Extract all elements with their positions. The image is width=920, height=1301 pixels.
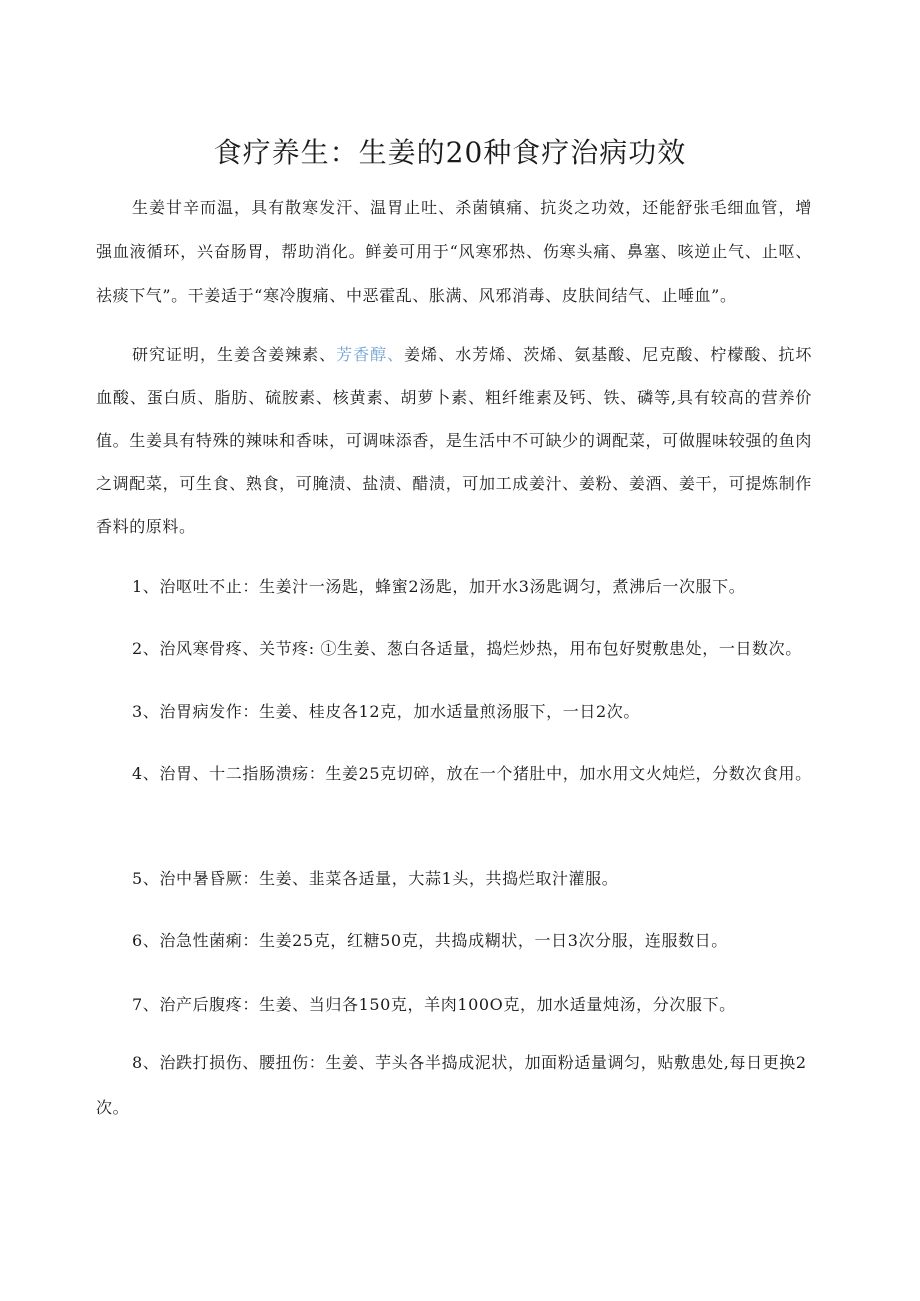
intro-paragraph: 生姜甘辛而温，具有散寒发汗、温胃止吐、杀菌镇痛、抗炎之功效，还能舒张毛细血管，增强血液循环，兴奋肠胃，帮助消化。鲜姜可用于“风寒邪热、伤寒头痛、鼻塞、咳逆止气、止呕、祛痰下气”。干姜适于“寒冷腹痛、中恶霍乱、胀满、风邪消毒、皮肤间结气、止唾血”。 bbox=[96, 198, 812, 305]
research-text-before-link: 研究证明，生姜含姜辣素、 bbox=[132, 345, 337, 364]
remedy-item-2: 2、治风寒骨疼、关节疼: ①生姜、葱白各适量，捣烂炒热，用布包好熨敷患处，一日数次。 bbox=[132, 639, 802, 658]
remedy-item-6: 6、治急性菌痢：生姜25克，红糖50克，共捣成糊状，一日3次分服，连服数日。 bbox=[132, 931, 728, 950]
research-text-after-link: 姜烯、水芳烯、茨烯、氨基酸、尼克酸、柠檬酸、抗坏血酸、蛋白质、脂肪、硫胺素、核黄素、胡萝卜素、粗纤维素及钙、铁、磷等,具有较高的营养价值。生姜具有特殊的辣味和香味，可调味添香，是生活中不可缺少的调配菜，可做腥味较强的鱼肉之调配菜，可生食、熟食，可腌渍、盐渍、醋渍，可加工成姜汁、姜粉、姜酒、姜干，可提炼制作香料的原料。 bbox=[96, 345, 812, 536]
remedy-item-3: 3、治胃病发作：生姜、桂皮各12克，加水适量煎汤服下，一日2次。 bbox=[132, 702, 640, 721]
research-paragraph bbox=[96, 333, 812, 548]
remedy-item-1: 1、治呕吐不止：生姜汁一汤匙，蜂蜜2汤匙，加开水3汤匙调匀，煮沸后一次服下。 bbox=[132, 577, 746, 596]
page-title: 食疗养生：生姜的20种食疗治病功效 bbox=[213, 136, 687, 169]
remedy-item-4: 4、治胃、十二指肠溃疡：生姜25克切碎，放在一个猪肚中，加水用文火炖烂，分数次食用。 bbox=[132, 764, 812, 783]
remedy-item-5: 5、治中暑昏厥：生姜、韭菜各适量，大蒜1头，共捣烂取汁灌服。 bbox=[132, 869, 619, 888]
remedy-item-8: 8、治跌打损伤、腰扭伤：生姜、芋头各半捣成泥状，加面粉适量调匀，贴敷患处,每日更换2次。 bbox=[96, 1053, 807, 1117]
remedy-item-7: 7、治产后腹疼：生姜、当归各150克，羊肉100O克，加水适量炖汤，分次服下。 bbox=[132, 995, 736, 1014]
aromatic-alcohol-link[interactable]: 芳香醇、 bbox=[336, 345, 405, 364]
